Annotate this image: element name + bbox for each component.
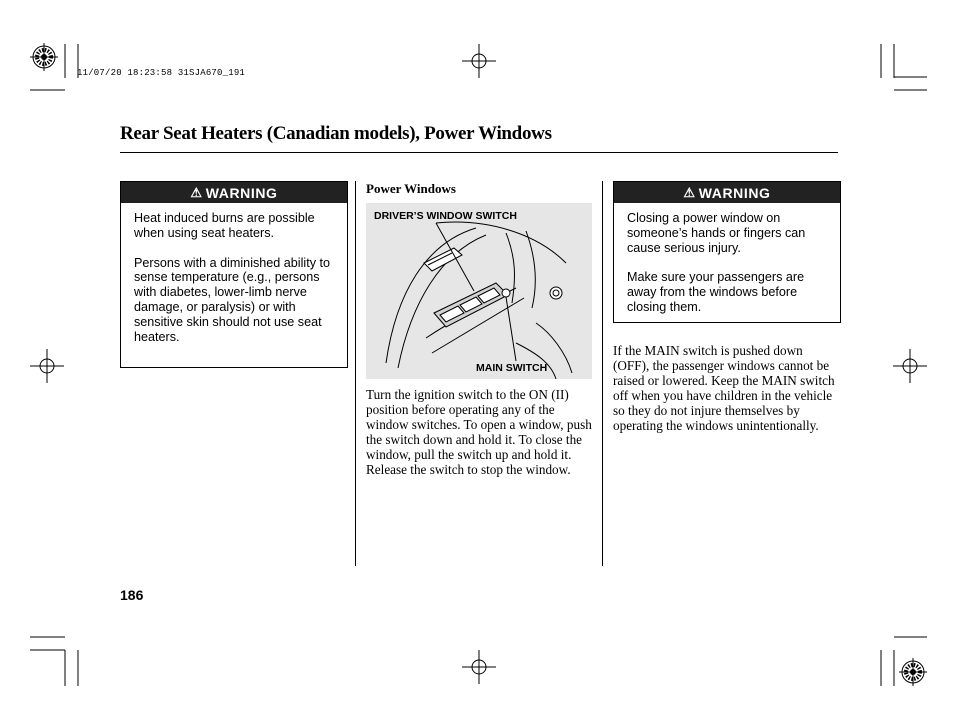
center-body-text: Turn the ignition switch to the ON (II) position before operating any of the window switches. To open a window, push the switch down and hold it. To close the window, pull the switch up and hold it. Release the switch to stop the window. <box>366 387 592 477</box>
page-number: 186 <box>120 587 144 603</box>
left-warning-box <box>120 181 348 368</box>
window-switch-figure <box>366 203 592 379</box>
right-warning-paragraph-1: Closing a power window on someone’s hands or fingers can cause serious injury. <box>627 211 806 255</box>
section-heading: Power Windows <box>366 181 456 196</box>
right-warning-label: WARNING <box>698 184 771 201</box>
column-divider-right <box>602 181 603 566</box>
right-body-text: If the MAIN switch is pushed down (OFF), the passenger windows cannot be raised or lowered. Keep the MAIN switch off when you have children in the vehicle so they do not injure themselves by operating the windows unintentionally. <box>613 343 835 433</box>
left-warning-label: WARNING <box>205 184 278 201</box>
column-divider-left <box>355 181 356 566</box>
main-switch-label: MAIN SWITCH <box>476 362 548 374</box>
window-switch-illustration <box>366 203 592 379</box>
warning-triangle-icon: ⚠ <box>683 184 696 200</box>
right-warning-box <box>613 181 841 323</box>
left-warning-text <box>121 203 347 344</box>
right-warning-paragraph-2: Make sure your passengers are away from the windows before closing them. <box>627 270 805 314</box>
left-warning-paragraph-2: Persons with a diminished ability to sense temperature (e.g., persons with diabetes, lower-limb nerve damage, or paralysis) or with sensitive skin should not use seat heaters. <box>134 255 330 344</box>
driver-window-switch-label: DRIVER’S WINDOW SWITCH <box>374 210 517 222</box>
print-stamp: 11/07/20 18:23:58 31SJA670_191 <box>77 68 246 78</box>
right-warning-header <box>614 182 840 203</box>
right-warning-text <box>614 203 840 315</box>
left-warning-header <box>121 182 347 203</box>
page-title: Rear Seat Heaters (Canadian models), Power Windows <box>120 123 552 144</box>
title-rule <box>120 152 838 153</box>
warning-triangle-icon: ⚠ <box>190 184 203 200</box>
left-warning-paragraph-1: Heat induced burns are possible when using seat heaters. <box>134 211 315 240</box>
